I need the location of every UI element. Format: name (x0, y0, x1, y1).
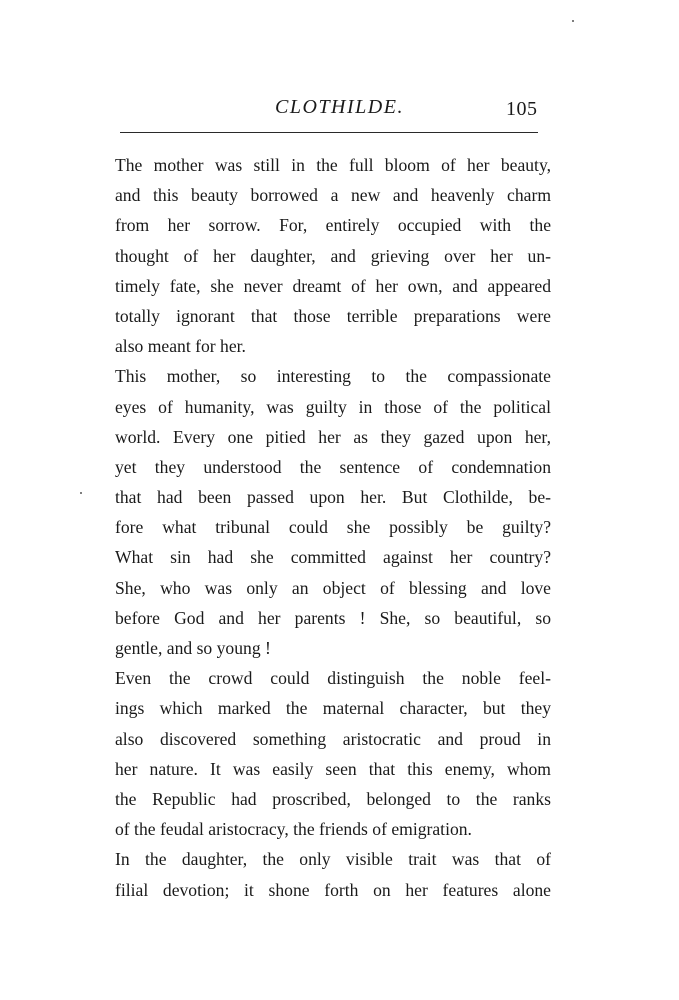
text-line: ings which marked the maternal character, but they (115, 698, 551, 719)
text-line: yet they understood the sentence of condemnation (115, 456, 551, 477)
paper-speck (80, 492, 82, 494)
text-line: timely fate, she never dreamt of her own, and appeared (115, 275, 551, 296)
text-line: gentle, and so young ! (115, 638, 271, 658)
text-line: the Republic had proscribed, belonged to the ranks (115, 788, 551, 809)
text-line: totally ignorant that those terrible preparations were (115, 305, 551, 326)
text-line: In the daughter, the only visible trait was that of (115, 849, 551, 870)
text-line: from her sorrow. For, entirely occupied with the (115, 215, 551, 236)
paper-speck (572, 20, 574, 22)
text-line: thought of her daughter, and grieving over her un- (115, 245, 551, 266)
text-line: The mother was still in the full bloom of her beauty, (115, 155, 551, 175)
body-text (115, 150, 551, 905)
text-line: filial devotion; it shone forth on her features alone (115, 879, 551, 900)
text-line: world. Every one pitied her as they gazed upon her, (115, 426, 551, 447)
running-title: CLOTHILDE. (275, 96, 404, 118)
text-line: and this beauty borrowed a new and heavenly charm (115, 185, 551, 206)
text-line: that had been passed upon her. But Clothilde, be- (115, 487, 551, 508)
text-line: also meant for her. (115, 336, 246, 357)
text-line: also discovered something aristocratic and proud in (115, 728, 551, 749)
text-line: her nature. It was easily seen that this enemy, whom (115, 758, 551, 779)
text-line: of the feudal aristocracy, the friends of emigration. (115, 819, 472, 840)
text-line: eyes of humanity, was guilty in those of the political (115, 396, 551, 417)
text-line: fore what tribunal could she possibly be guilty? (115, 517, 551, 538)
text-line: Even the crowd could distinguish the noble feel- (115, 668, 551, 689)
running-head (0, 96, 679, 126)
text-line: before God and her parents ! She, so beautiful, so (115, 607, 551, 628)
page-number: 105 (506, 98, 538, 120)
header-rule (120, 132, 538, 133)
text-line: This mother, so interesting to the compassionate (115, 366, 551, 387)
text-line: What sin had she committed against her country? (115, 547, 551, 568)
text-line: She, who was only an object of blessing and love (115, 577, 551, 598)
